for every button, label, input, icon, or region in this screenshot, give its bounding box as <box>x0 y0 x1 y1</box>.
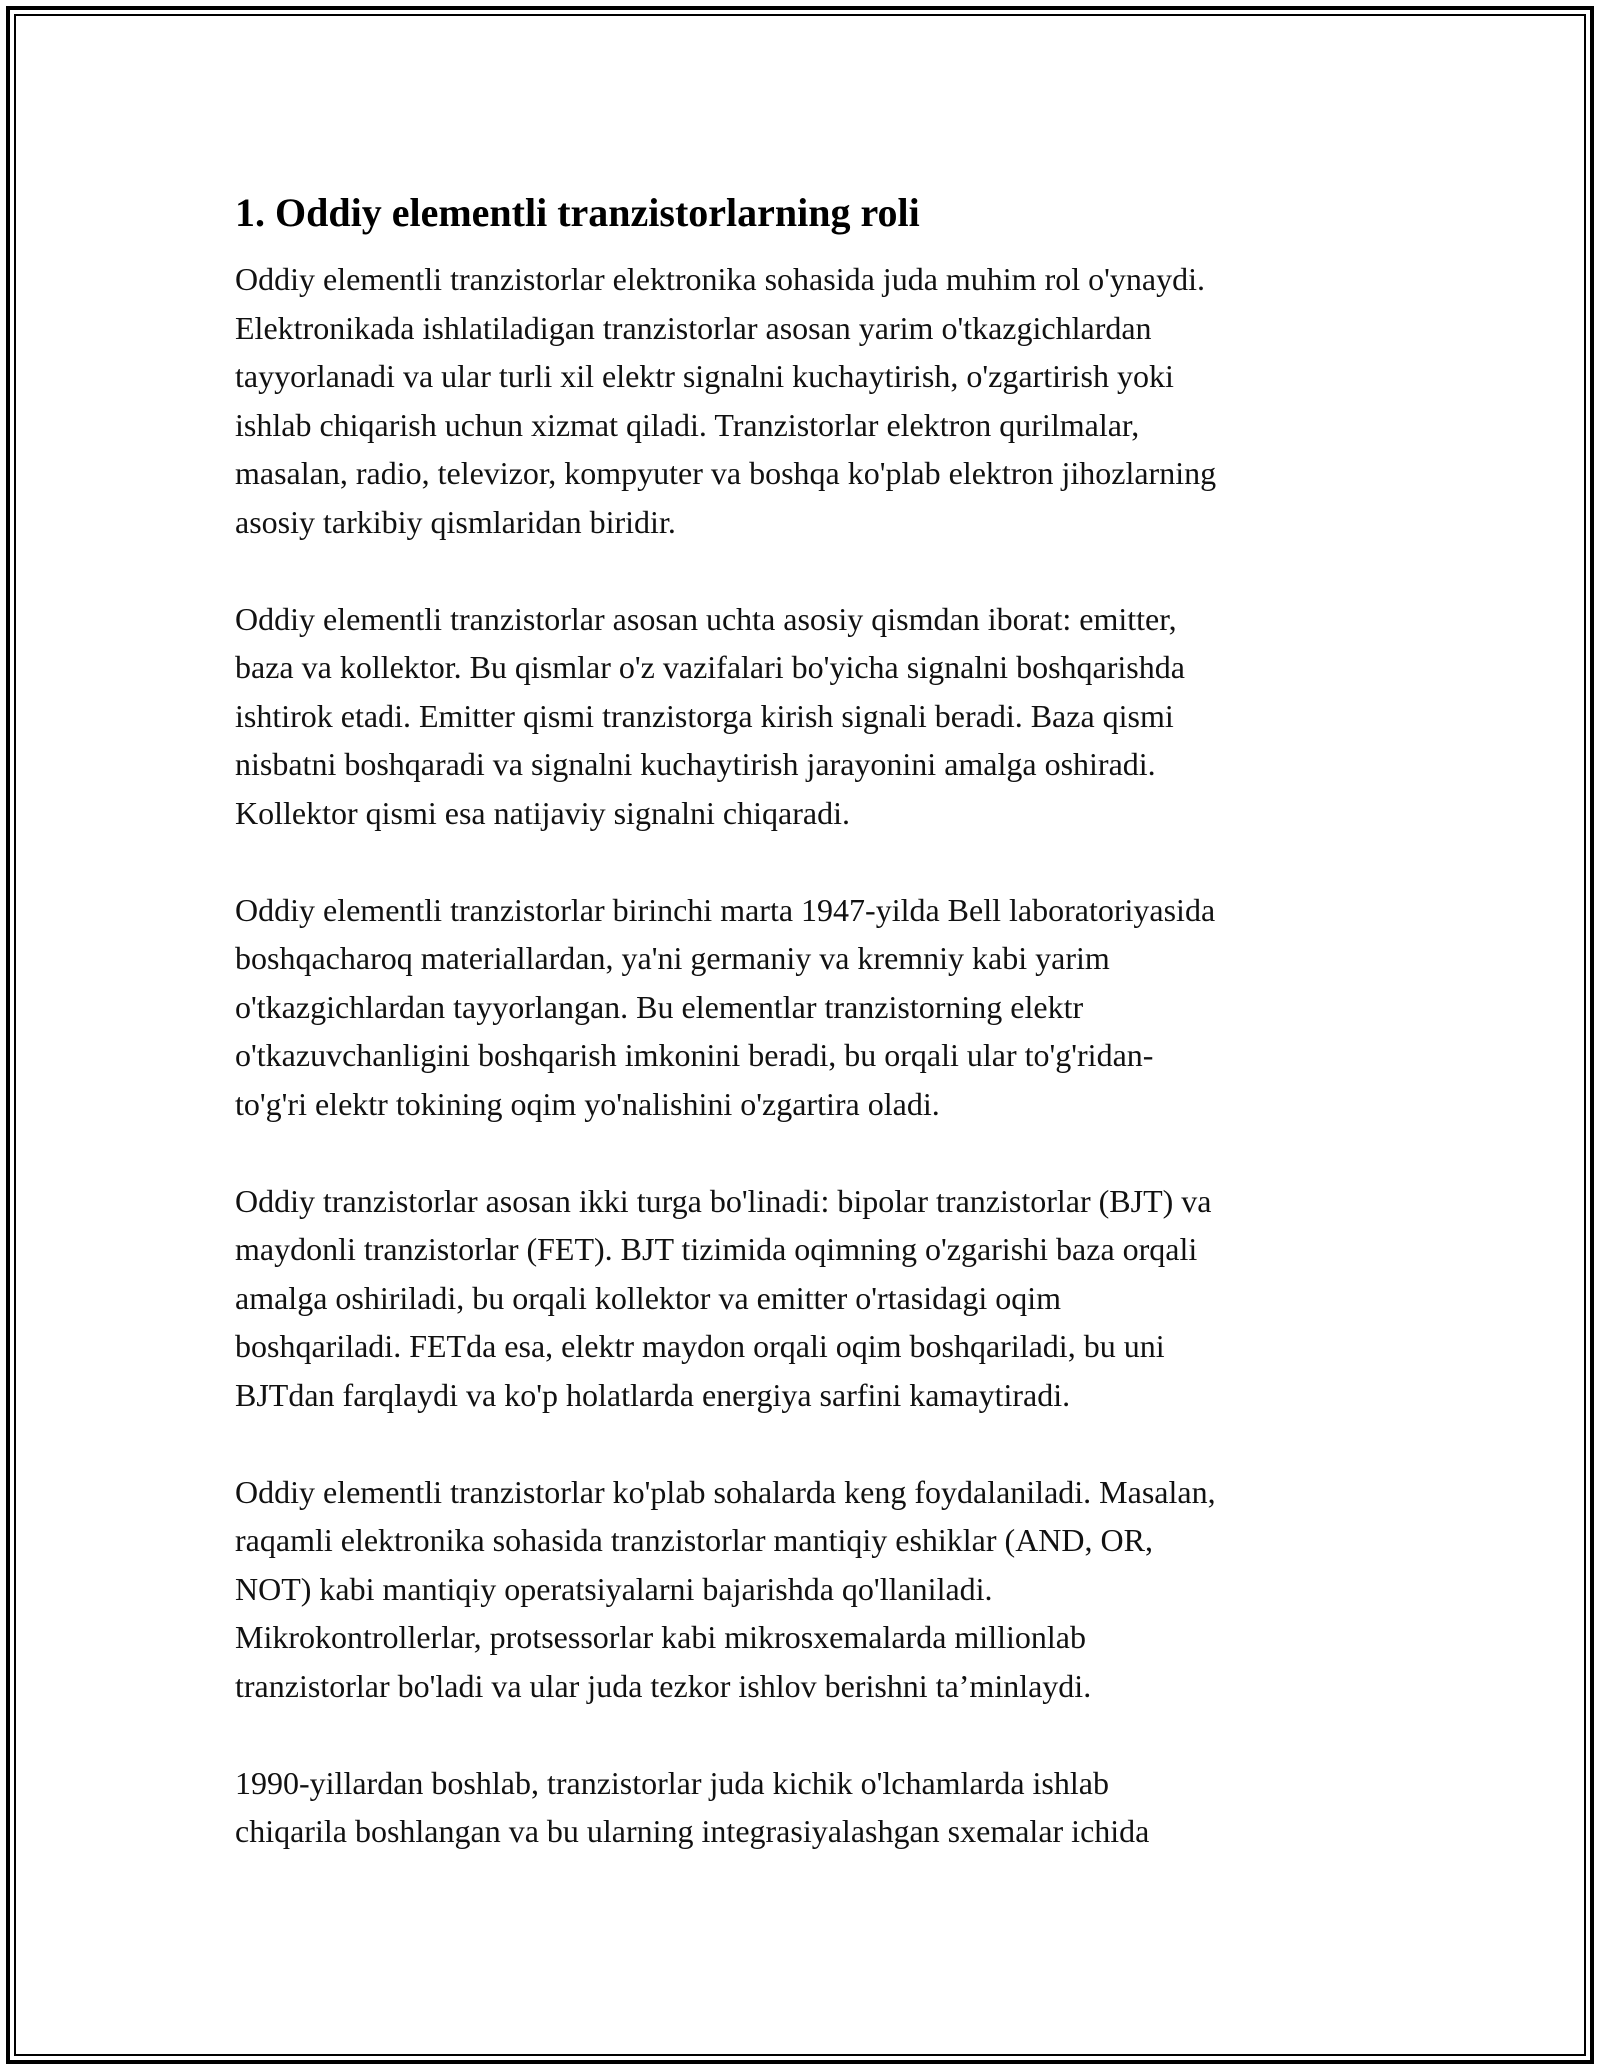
text-line: Oddiy elementli tranzistorlar elektronika sohasida juda muhim rol o'ynaydi. <box>235 261 1205 297</box>
text-line: o'tkazuvchanligini boshqarish imkonini beradi, bu orqali ular to'g'ridan- <box>235 1037 1154 1073</box>
text-line: NOT) kabi mantiqiy operatsiyalarni bajarishda qo'llaniladi. <box>235 1570 993 1607</box>
text-line: tranzistorlar bo'ladi va ular juda tezkor ishlov berishni ta’minlaydi. <box>235 1667 1092 1704</box>
paragraph <box>235 255 1385 546</box>
paragraph <box>235 1177 1385 1420</box>
text-line: chiqarila boshlangan va bu ularning integrasiyalashgan sxemalar ichida <box>235 1813 1150 1849</box>
text-line: Oddiy elementli tranzistorlar ko'plab sohalarda keng foydalaniladi. Masalan, <box>235 1473 1216 1510</box>
paragraph <box>235 1759 1385 1856</box>
paragraph <box>235 595 1385 838</box>
text-line: o'tkazgichlardan tayyorlangan. Bu elementlar tranzistorning elektr <box>235 988 1084 1025</box>
paragraph <box>235 1468 1385 1711</box>
text-line: ishtirok etadi. Emitter qismi tranzistorga kirish signali beradi. Baza qismi <box>235 697 1174 734</box>
text-line: Oddiy elementli tranzistorlar birinchi marta 1947-yilda Bell laboratoriyasida <box>235 891 1216 928</box>
section-heading: 1. Oddiy elementli tranzistorlarning roli <box>235 190 920 235</box>
text-line: Mikrokontrollerlar, protsessorlar kabi mikrosxemalarda millionlab <box>235 1619 1086 1655</box>
text-line: nisbatni boshqaradi va signalni kuchaytirish jarayonini amalga oshiradi. <box>235 746 1156 782</box>
text-line: 1990-yillardan boshlab, tranzistorlar juda kichik o'lchamlarda ishlab <box>235 1764 1109 1801</box>
text-line: baza va kollektor. Bu qismlar o'z vazifalari bo'yicha signalni boshqarishda <box>235 649 1185 685</box>
text-line: maydonli tranzistorlar (FET). BJT tizimida oqimning o'zgarishi baza orqali <box>235 1231 1198 1267</box>
text-line: amalga oshiriladi, bu orqali kollektor va emitter o'rtasidagi oqim <box>235 1279 1061 1316</box>
paragraph <box>235 886 1385 1129</box>
text-line: boshqacharoq materiallardan, ya'ni germaniy va kremniy kabi yarim <box>235 940 1110 976</box>
text-line: Elektronikada ishlatiladigan tranzistorlar asosan yarim o'tkazgichlardan <box>235 309 1152 346</box>
text-line: Oddiy elementli tranzistorlar asosan uchta asosiy qismdan iborat: emitter, <box>235 600 1177 637</box>
text-line: tayyorlanadi va ular turli xil elektr signalni kuchaytirish, o'zgartirish yoki <box>235 358 1174 394</box>
text-line: ishlab chiqarish uchun xizmat qiladi. Tranzistorlar elektron qurilmalar, <box>235 406 1140 443</box>
text-line: boshqariladi. FETda esa, elektr maydon orqali oqim boshqariladi, bu uni <box>235 1328 1165 1364</box>
text-line: asosiy tarkibiy qismlaridan biridir. <box>235 503 676 540</box>
paragraph-list <box>235 255 1385 1856</box>
text-line: BJTdan farqlaydi va ko'p holatlarda energiya sarfini kamaytiradi. <box>235 1376 1071 1413</box>
text-line: raqamli elektronika sohasida tranzistorlar mantiqiy eshiklar (AND, OR, <box>235 1522 1153 1558</box>
text-line: masalan, radio, televizor, kompyuter va boshqa ko'plab elektron jihozlarning <box>235 455 1217 491</box>
text-line: Kollektor qismi esa natijaviy signalni chiqaradi. <box>235 794 850 831</box>
text-line: Oddiy tranzistorlar asosan ikki turga bo'linadi: bipolar tranzistorlar (BJT) va <box>235 1182 1212 1219</box>
document-body <box>235 183 1385 1856</box>
text-line: to'g'ri elektr tokining oqim yo'nalishini o'zgartira oladi. <box>235 1085 940 1122</box>
